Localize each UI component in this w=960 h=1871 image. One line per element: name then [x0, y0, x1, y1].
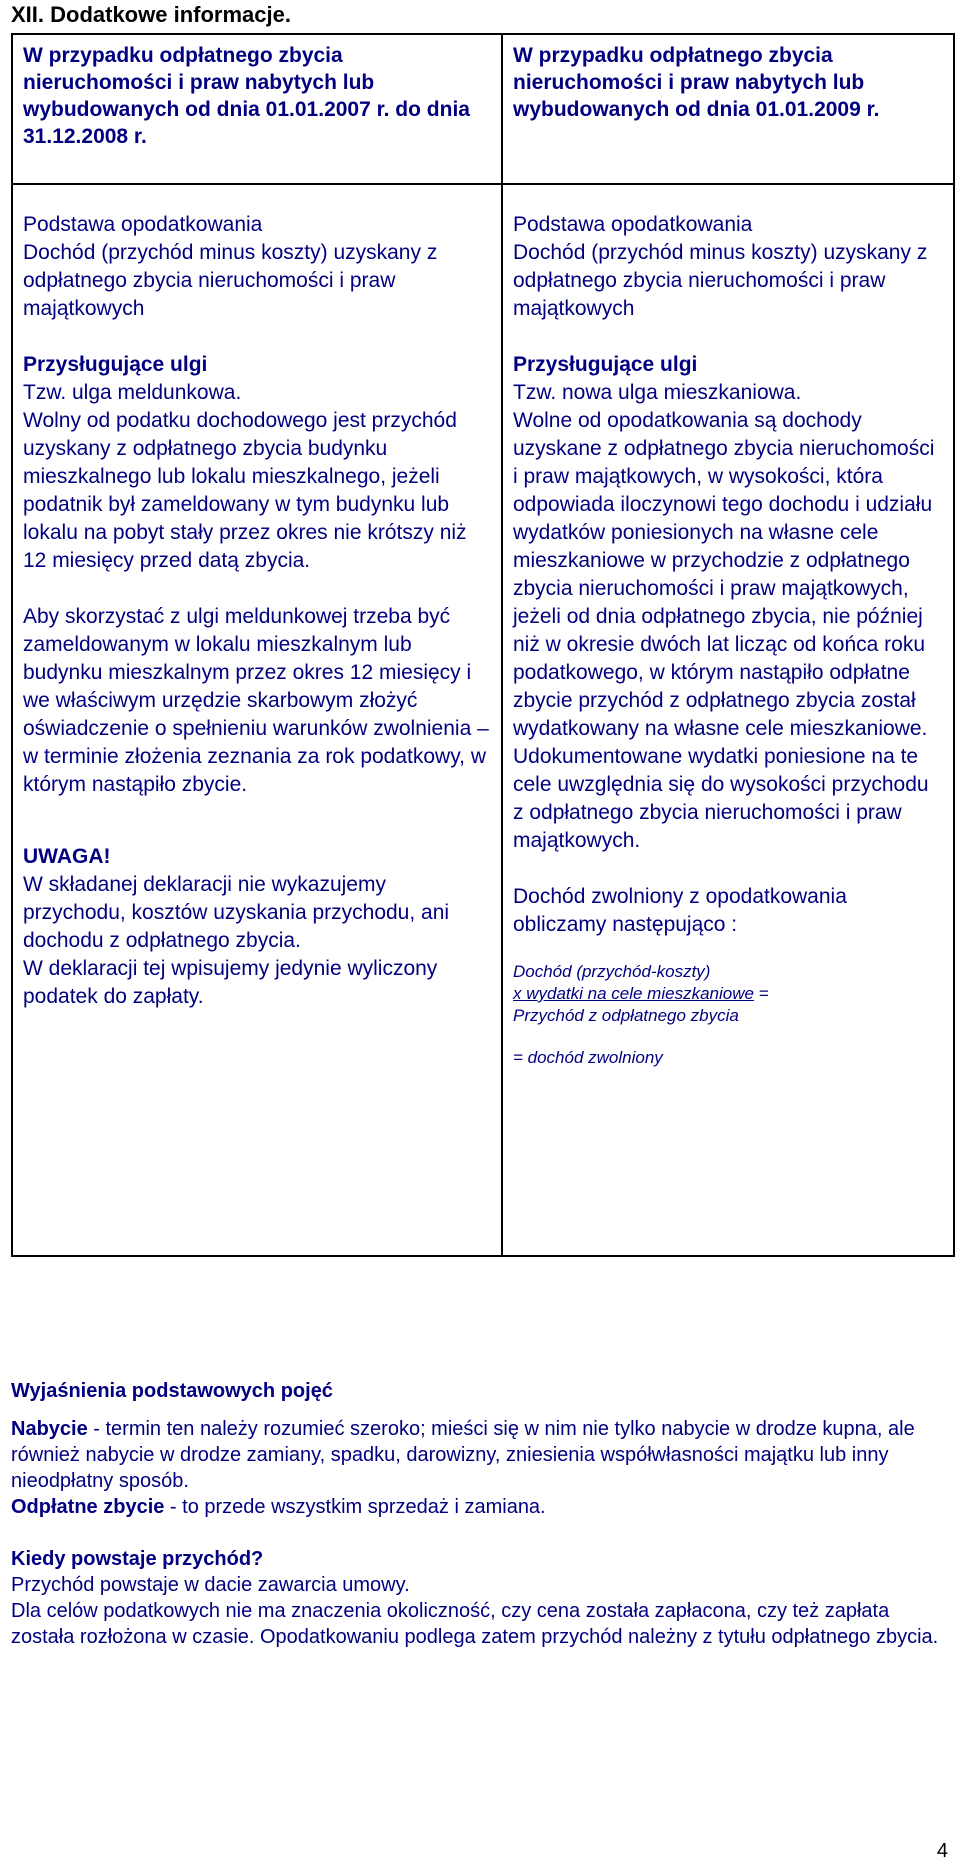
left-relief-title: Przysługujące ulgi — [23, 353, 208, 376]
warning-text: W składanej deklaracji nie wykazujemy przychodu, kosztów uzyskania przychodu, ani dochodu z odpłatnego zbycia. — [23, 873, 450, 952]
comparison-table — [11, 33, 955, 1257]
left-header-cell — [12, 34, 502, 184]
when-text2: Dla celów podatkowych nie ma znaczenia okoliczność, czy cena została zapłacona, czy też zapłata została rozłożona w czasie. Opodatkowaniu podlega zatem przychód należny z tytułu odpłatnego zbycia. — [11, 1600, 939, 1648]
left-relief-text: Wolny od podatku dochodowego jest przychód uzyskany z odpłatnego zbycia budynku mieszkalnego lub lokalu mieszkalnego, jeżeli podatnik był zameldowany w tym budynku lub lokalu na pobyt stały przez okres nie krótszy niż 12 miesięcy przed datą zbycia. — [23, 409, 467, 572]
right-relief-name: Tzw. nowa ulga mieszkaniowa. — [513, 381, 802, 404]
when-title: Kiedy powstaje przychód? — [11, 1548, 264, 1570]
left-relief-text2: Aby skorzystać z ulgi meldunkowej trzeba być zameldowanym w lokalu mieszkalnym lub budynku mieszkalnym przez okres 12 miesięcy i we właściwym urzędzie skarbowym złożyć oświadczenie o spełnieniu warunków zwolnienia – w terminie złożenia zeznania za rok podatkowy, w którym nastąpiło zbycie. — [23, 605, 489, 796]
formula-line3: Przychód z odpłatnego zbycia — [513, 1006, 739, 1025]
left-basis-title: Podstawa opodatkowania — [23, 213, 263, 236]
formula-result: = dochód zwolniony — [513, 1048, 663, 1067]
left-basis-text: Dochód (przychód minus koszty) uzyskany z odpłatnego zbycia nieruchomości i praw majątkowych — [23, 241, 438, 320]
right-basis-title: Podstawa opodatkowania — [513, 213, 753, 236]
left-relief-name: Tzw. ulga meldunkowa. — [23, 381, 242, 404]
right-header-cell — [502, 34, 954, 184]
when-text1: Przychód powstaje w dacie zawarcia umowy. — [11, 1574, 410, 1596]
zbycie-text: - to przede wszystkim sprzedaż i zamiana. — [164, 1496, 546, 1518]
right-relief-text: Wolne od opodatkowania są dochody uzyskane z odpłatnego zbycia nieruchomości i praw majątkowych, w wysokości, która odpowiada iloczynowi tego dochodu i udziału wydatków poniesionych na własne cele mieszkaniowe w przychodzie z odpłatnego zbycia nieruchomości i praw majątkowych, jeżeli od dnia odpłatnego zbycia, nie później niż w okresie dwóch lat licząc od końca roku podatkowego, w którym nastąpiło odpłatne zbycie przychód z odpłatnego zbycia został wydatkowany na własne cele mieszkaniowe. Udokumentowane wydatki poniesione na te cele uwzględnia się do wysokości przychodu z odpłatnego zbycia nieruchomości i praw majątkowych. — [513, 409, 935, 852]
right-header: W przypadku odpłatnego zbycia nieruchomości i praw nabytych lub wybudowanych od dnia 01.01.2009 r. — [513, 44, 880, 121]
right-relief-title: Przysługujące ulgi — [513, 353, 698, 376]
nabycie-text: - termin ten należy rozumieć szeroko; mieści się w nim nie tylko nabycie w drodze kupna, ale również nabycie w drodze zamiany, spadku, darowizny, zniesienia współwłasności majątku lub inny nieodpłatny sposób. — [11, 1418, 915, 1492]
formula-line1: Dochód (przychód-koszty) — [513, 962, 711, 981]
section-title: XII. Dodatkowe informacje. — [11, 2, 291, 27]
nabycie-term: Nabycie — [11, 1418, 88, 1440]
exemption-formula — [513, 961, 943, 1069]
table-body-row — [12, 184, 954, 1256]
exempt-text: Dochód zwolniony z opodatkowania obliczamy następująco : — [513, 885, 847, 936]
right-body-cell — [502, 184, 954, 1256]
explanations-section — [11, 1378, 951, 1650]
zbycie-term: Odpłatne zbycie — [11, 1496, 165, 1518]
zbycie-paragraph — [11, 1494, 951, 1520]
formula-line2-row — [513, 983, 943, 1005]
left-header: W przypadku odpłatnego zbycia nieruchomości i praw nabytych lub wybudowanych od dnia 01.01.2007 r. do dnia 31.12.2008 r. — [23, 44, 470, 148]
formula-line2: x wydatki na cele mieszkaniowe — [513, 984, 754, 1003]
right-basis-text: Dochód (przychód minus koszty) uzyskany z odpłatnego zbycia nieruchomości i praw majątkowych — [513, 241, 928, 320]
nabycie-paragraph — [11, 1416, 951, 1494]
formula-eq: = — [753, 984, 769, 1003]
explanations-title: Wyjaśnienia podstawowych pojęć — [11, 1380, 333, 1402]
warning-text2: W deklaracji tej wpisujemy jedynie wyliczony podatek do zapłaty. — [23, 957, 438, 1008]
left-body-cell — [12, 184, 502, 1256]
table-header-row — [12, 34, 954, 184]
warning-title: UWAGA! — [23, 845, 111, 868]
page-number: 4 — [936, 1840, 948, 1862]
